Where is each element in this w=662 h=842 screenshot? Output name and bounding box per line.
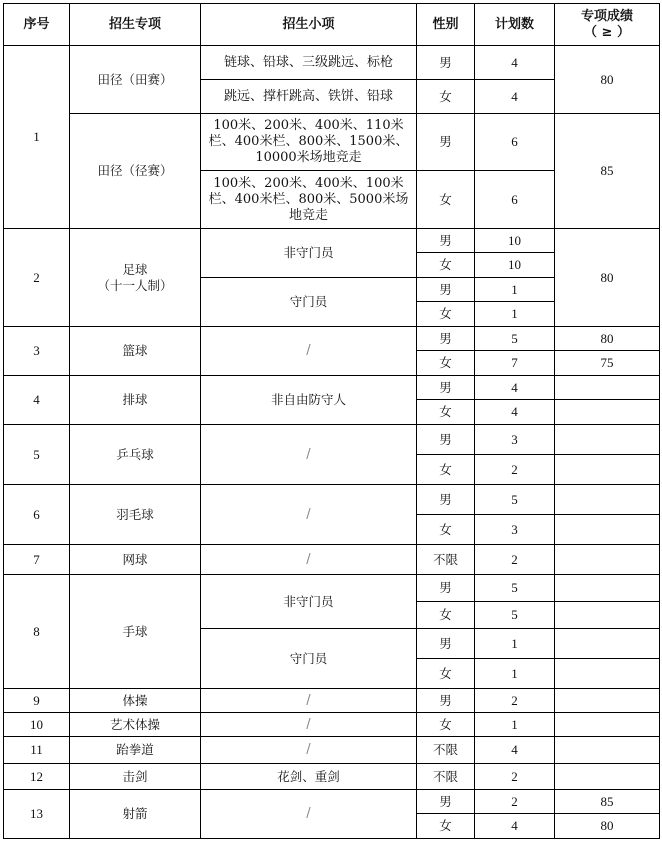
gender-cell: 女 [417,814,475,839]
category-cell: 体操 [70,689,201,713]
row-seq: 4 [4,376,70,425]
sub-item-cell: 守门员 [201,629,417,689]
header-row [4,4,660,46]
score-cell [555,515,660,545]
table-row [4,114,660,171]
row-seq: 3 [4,327,70,376]
category-cell: 网球 [70,545,201,575]
table-row [4,229,660,253]
plan-cell: 7 [475,351,555,376]
score-cell: 80 [555,229,660,327]
gender-cell: 男 [417,629,475,659]
category-cell: 田径（田赛） [70,46,201,114]
sub-item-cell: 守门员 [201,278,417,327]
sub-item-cell: / [201,737,417,764]
gender-cell: 女 [417,602,475,629]
score-cell [555,629,660,659]
category-line: 足球 [122,261,148,277]
gender-cell: 女 [417,400,475,425]
plan-cell: 1 [475,713,555,737]
score-cell [555,455,660,485]
category-cell: 羽毛球 [70,485,201,545]
plan-cell: 6 [475,114,555,171]
table-row [4,575,660,602]
sub-item-cell: 花剑、重剑 [201,764,417,790]
plan-cell: 2 [475,545,555,575]
gender-cell: 女 [417,713,475,737]
sub-item-cell: 100米、200米、400米、110米栏、400米栏、800米、1500米、10000米场地竞走 [201,114,417,171]
row-seq: 11 [4,737,70,764]
gender-cell: 男 [417,485,475,515]
sub-item-cell: / [201,713,417,737]
table-row [4,689,660,713]
gender-cell: 女 [417,253,475,278]
plan-cell: 4 [475,46,555,80]
category-line: （十一人制） [97,277,173,293]
category-cell: 乒乓球 [70,425,201,485]
category-cell: 跆拳道 [70,737,201,764]
sub-item-cell: 100米、200米、400米、100米栏、400米栏、800米、5000米场地竞走 [201,171,417,229]
plan-cell: 3 [475,515,555,545]
row-seq: 1 [4,46,70,229]
gender-cell: 不限 [417,764,475,790]
row-seq: 9 [4,689,70,713]
header-gender: 性别 [417,4,475,46]
header-score-title: 专项成绩 [580,8,633,24]
gender-cell: 男 [417,425,475,455]
category-cell: 击剑 [70,764,201,790]
plan-cell: 2 [475,455,555,485]
score-cell [555,764,660,790]
score-cell: 85 [555,114,660,229]
gender-cell: 女 [417,351,475,376]
table-row [4,545,660,575]
gender-cell: 男 [417,114,475,171]
plan-cell: 6 [475,171,555,229]
table-row [4,327,660,351]
admission-plan-table [3,3,660,839]
plan-cell: 2 [475,764,555,790]
gender-cell: 男 [417,278,475,302]
score-cell: 75 [555,351,660,376]
score-cell [555,713,660,737]
score-cell [555,425,660,455]
plan-cell: 1 [475,629,555,659]
plan-cell: 5 [475,602,555,629]
row-seq: 10 [4,713,70,737]
row-seq: 7 [4,545,70,575]
plan-cell: 4 [475,80,555,114]
plan-cell: 10 [475,229,555,253]
plan-cell: 4 [475,814,555,839]
row-seq: 2 [4,229,70,327]
gender-cell: 不限 [417,737,475,764]
header-category: 招生专项 [70,4,201,46]
gender-cell: 女 [417,515,475,545]
table-row [4,485,660,515]
plan-cell: 4 [475,400,555,425]
gender-cell: 女 [417,302,475,327]
category-cell: 排球 [70,376,201,425]
plan-cell: 5 [475,327,555,351]
score-cell [555,575,660,602]
row-seq: 5 [4,425,70,485]
header-plan: 计划数 [475,4,555,46]
category-cell: 田径（径赛） [70,114,201,229]
plan-cell: 3 [475,425,555,455]
plan-cell: 5 [475,485,555,515]
score-cell: 80 [555,814,660,839]
plan-cell: 1 [475,302,555,327]
gender-cell: 男 [417,376,475,400]
score-cell [555,400,660,425]
row-seq: 12 [4,764,70,790]
table-row [4,737,660,764]
score-cell: 85 [555,790,660,814]
category-cell: 手球 [70,575,201,689]
score-cell: 80 [555,46,660,114]
table-row [4,790,660,814]
sub-item-cell: 跳远、撑杆跳高、铁饼、铅球 [201,80,417,114]
sub-item-cell: / [201,790,417,839]
row-seq: 13 [4,790,70,839]
plan-cell: 4 [475,737,555,764]
header-score-unit: （ ≥ ） [584,24,630,40]
gender-cell: 女 [417,659,475,689]
sub-item-cell: / [201,689,417,713]
gender-cell: 不限 [417,545,475,575]
table-row [4,764,660,790]
category-cell [70,229,201,327]
gender-cell: 男 [417,790,475,814]
sub-item-cell: / [201,327,417,376]
gender-cell: 女 [417,455,475,485]
gender-cell: 女 [417,80,475,114]
sub-item-cell: 非守门员 [201,575,417,629]
sub-item-cell: 非守门员 [201,229,417,278]
header-sub-item: 招生小项 [201,4,417,46]
plan-cell: 2 [475,689,555,713]
gender-cell: 男 [417,229,475,253]
score-cell [555,602,660,629]
category-cell: 艺术体操 [70,713,201,737]
sub-item-cell: 链球、铅球、三级跳远、标枪 [201,46,417,80]
score-cell [555,659,660,689]
score-cell: 80 [555,327,660,351]
category-cell: 篮球 [70,327,201,376]
row-seq: 8 [4,575,70,689]
sub-item-cell: / [201,485,417,545]
gender-cell: 男 [417,46,475,80]
sub-item-cell: 非自由防守人 [201,376,417,425]
plan-cell: 1 [475,278,555,302]
document-page [3,3,660,839]
sub-item-cell: / [201,545,417,575]
score-cell [555,545,660,575]
gender-cell: 男 [417,327,475,351]
score-cell [555,737,660,764]
plan-cell: 5 [475,575,555,602]
plan-cell: 2 [475,790,555,814]
plan-cell: 1 [475,659,555,689]
category-cell: 射箭 [70,790,201,839]
header-seq: 序号 [4,4,70,46]
plan-cell: 4 [475,376,555,400]
sub-item-cell: / [201,425,417,485]
table-row [4,376,660,400]
table-row [4,425,660,455]
gender-cell: 男 [417,575,475,602]
plan-cell: 10 [475,253,555,278]
table-row [4,46,660,80]
gender-cell: 男 [417,689,475,713]
table-row [4,713,660,737]
score-cell [555,376,660,400]
row-seq: 6 [4,485,70,545]
gender-cell: 女 [417,171,475,229]
score-cell [555,689,660,713]
score-cell [555,485,660,515]
header-score [555,4,660,46]
